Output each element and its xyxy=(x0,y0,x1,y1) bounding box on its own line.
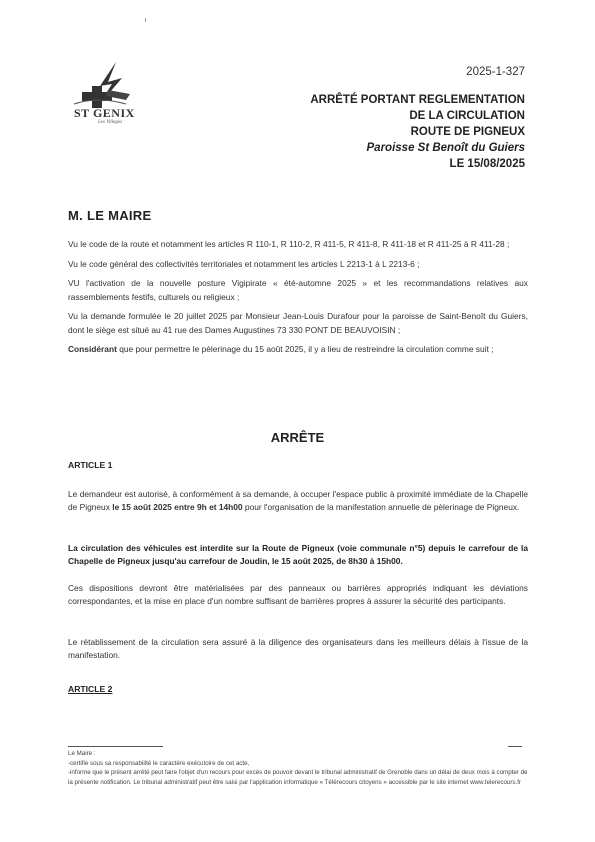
municipal-logo xyxy=(68,60,163,130)
footnote-line: -informe que le présent arrêté peut faire l'objet d'un recours pour excès de pouvoir devant le tribunal administratif de Grenoble dans un délai de deux mois à compter de la présente notification. Le tribunal administratif peut être saisi par l'application informatique « Télérecours citoyens » accessible par le site internet www.telerecours.fr xyxy=(68,769,528,786)
logo-wordmark: ST GENIX xyxy=(74,106,135,120)
article-1-paragraph-3: Ces dispositions devront être matérialisées par des panneaux ou barrières appropriés indiquant les déviations correspondantes, et la mise en place d'un nombre suffisant de barrières propres à assurer la sécurité des participants. xyxy=(68,583,528,607)
considering-text: que pour permettre le pèlerinage du 15 août 2025, il y a lieu de restreindre la circulation comme suit ; xyxy=(116,344,494,354)
consideration-item: Vu le code général des collectivités territoriales et notamment les articles L 2213-1 à L 2213-6 ; xyxy=(68,258,420,269)
article-1-text-c: pour l'organisation de la manifestation annuelle de pèlerinage de Pigneux. xyxy=(242,502,520,513)
decree-heading: ARRÊTE xyxy=(270,430,325,445)
title-line-2: DE LA CIRCULATION xyxy=(409,110,525,122)
footnotes xyxy=(68,749,530,787)
article-1-dates: le 15 août 2025 entre 9h et 14h00 xyxy=(112,502,243,513)
considering-lead: Considérant xyxy=(68,344,117,354)
decree-date: LE 15/08/2025 xyxy=(449,158,525,170)
title-line-1: ARRÊTÉ PORTANT REGLEMENTATION xyxy=(310,94,525,106)
considerations xyxy=(68,238,528,363)
consideration-item: Vu le code de la route et notamment les articles R 110-1, R 110-2, R 411-5, R 411-8, R 411-18 et R 411-25 à R 411-28 ; xyxy=(68,239,510,249)
footnote-divider-right xyxy=(508,746,522,747)
article-1-paragraph-2: La circulation des véhicules est interdite sur la Route de Pigneux (voie communale n°5) depuis le carrefour de la Chapelle de Pigneux jusqu'au carrefour de Joudin, le 15 août 2025, de 8h30 à 15h00. xyxy=(68,543,528,567)
parish-name: Paroisse St Benoît du Guiers xyxy=(366,142,525,154)
article-2-heading: ARTICLE 2 xyxy=(68,684,113,694)
decree-title-block xyxy=(310,92,525,172)
consideration-item: Vu la demande formulée le 20 juillet 2025 par Monsieur Jean-Louis Durafour pour la paroisse de Saint-Benoît du Guiers, dont le siège est situé au 41 rue des Dames Augustines 73 330 PONT DE BEAUVOISIN ; xyxy=(68,311,528,335)
decree-reference: 2025-1-327 xyxy=(466,66,525,78)
considering-paragraph xyxy=(68,343,528,357)
consideration-item: VU l'activation de la nouvelle posture Vigipirate « été-automne 2025 » et les recommandations relatives aux rassemblements festifs, culturels ou religieux ; xyxy=(68,278,528,302)
authority-heading: M. LE MAIRE xyxy=(68,208,152,223)
logo-subtext: Les Villages xyxy=(98,120,123,125)
footnote-divider xyxy=(68,746,163,747)
article-1-paragraph-1 xyxy=(68,488,528,514)
scan-mark xyxy=(145,18,146,22)
article-1-text-a: Le demandeur est autorisé, à conformément à sa demande, à occuper l'espace public à proximité immédiate de la Chapelle de Pigneux xyxy=(68,489,528,513)
footnote-line: Le Maire : xyxy=(68,750,96,757)
title-line-3: ROUTE DE PIGNEUX xyxy=(410,126,525,138)
article-1-paragraph-4: Le rétablissement de la circulation sera assuré à la diligence des organisateurs dans les meilleurs délais à l'issue de la manifestation. xyxy=(68,637,528,661)
footnote-line: -certifie sous sa responsabilité le caractère exécutoire de cet acte, xyxy=(68,759,250,767)
article-1-heading: ARTICLE 1 xyxy=(68,460,113,470)
